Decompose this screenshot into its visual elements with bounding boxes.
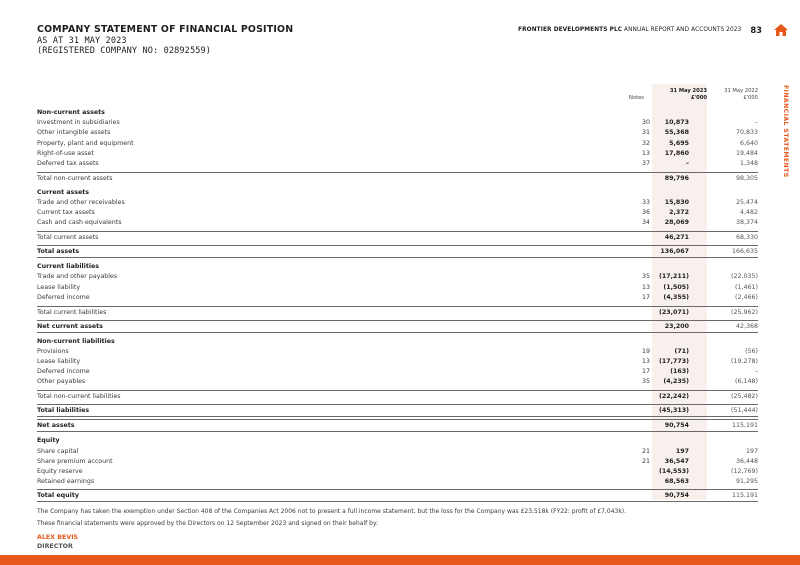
section-heading (37, 262, 758, 272)
prior-year-value: (25,482) (731, 393, 758, 401)
current-year-column-header (652, 88, 707, 102)
current-year-value: 197 (675, 447, 689, 455)
table-row (37, 367, 758, 377)
prior-year-value: 36,448 (735, 457, 758, 465)
signatory-name: ALEX BEVIS (37, 534, 79, 541)
subtotal-row (37, 306, 758, 318)
prior-year-value: 68,330 (735, 234, 758, 242)
table-row (37, 272, 758, 282)
row-label: Total current liabilities (37, 308, 107, 316)
current-year-value: 2,372 (669, 209, 689, 217)
current-year-value: 68,563 (664, 478, 689, 486)
row-note: 17 (641, 368, 650, 376)
statement-date: AS AT 31 MAY 2023 (37, 35, 127, 46)
row-note: 33 (641, 199, 650, 206)
table-row (37, 447, 758, 457)
row-label: Net assets (37, 422, 75, 430)
prior-year-value: 166,635 (731, 248, 758, 256)
current-year-date: 31 May 2023 (669, 88, 707, 94)
current-year-value: 15,830 (664, 199, 689, 206)
table-row (37, 159, 758, 169)
row-label: Total non-current liabilities (37, 393, 121, 401)
table-row (37, 477, 758, 487)
section-heading-label: Non-current liabilities (37, 337, 115, 345)
table-row (37, 347, 758, 357)
subtotal-row (37, 390, 758, 402)
table-row (37, 457, 758, 467)
row-note: 35 (641, 273, 650, 281)
row-label: Lease liability (37, 283, 81, 291)
current-year-value: (163) (670, 368, 689, 376)
current-year-value: 90,754 (664, 422, 689, 430)
current-year-value: 28,069 (664, 219, 689, 227)
prior-year-value: – (754, 368, 758, 376)
report-name (518, 27, 741, 33)
prior-year-value: 42,368 (735, 322, 758, 330)
financial-position-table (37, 108, 758, 502)
subtotal-row (37, 231, 758, 243)
row-label: Total non-current assets (37, 174, 113, 182)
prior-year-value: – (754, 119, 758, 127)
subtotal-row (37, 172, 758, 184)
row-note: 21 (641, 457, 650, 465)
prior-year-value: (22,035) (731, 273, 758, 281)
table-row (37, 357, 758, 367)
current-year-value: 17,860 (664, 149, 689, 157)
prior-year-value: 19,484 (735, 149, 758, 157)
row-note: 13 (641, 149, 650, 157)
current-year-value: 10,873 (664, 119, 689, 127)
row-label: Trade and other payables (37, 273, 118, 281)
total-row (37, 419, 758, 432)
table-row (37, 139, 758, 149)
current-year-value: 136,067 (660, 248, 689, 256)
section-heading (37, 337, 758, 347)
row-label: Share premium account (37, 457, 113, 465)
section-heading (37, 188, 758, 198)
row-label: Investment in subsidiaries (37, 119, 120, 127)
row-label: Other payables (37, 378, 86, 386)
row-note: 31 (641, 129, 650, 137)
current-year-value: (22,242) (658, 393, 689, 401)
row-note: 21 (641, 447, 650, 455)
prior-year-value: (12,769) (731, 467, 758, 475)
current-year-value: (14,553) (658, 467, 689, 475)
prior-year-value: (1,461) (735, 283, 758, 291)
notes-header-label: Notes (629, 95, 644, 101)
total-row (37, 489, 758, 502)
prior-year-value: 70,833 (735, 129, 758, 137)
total-row (37, 245, 758, 258)
section-heading (37, 108, 758, 118)
prior-year-unit: £'000 (743, 95, 758, 101)
row-label: Property, plant and equipment (37, 139, 134, 147)
total-row (37, 404, 758, 417)
approval-note: These financial statements were approved by the Directors on 12 September 2023 and signed on their behalf by: (37, 520, 379, 527)
row-label: Cash and cash equivalents (37, 219, 122, 227)
prior-year-column-header (713, 88, 758, 102)
table-row (37, 467, 758, 477)
row-label: Share capital (37, 447, 79, 455)
registration-number: (REGISTERED COMPANY NO: 02892559) (37, 46, 212, 57)
row-note: 19 (641, 347, 650, 355)
prior-year-value: 197 (745, 447, 758, 455)
current-year-value: (23,071) (658, 308, 689, 316)
current-year-value: – (685, 159, 689, 167)
footer-bar (0, 555, 800, 565)
table-row (37, 118, 758, 128)
prior-year-value: (25,962) (731, 308, 758, 316)
row-label: Retained earnings (37, 478, 95, 486)
page-number: 83 (750, 25, 762, 35)
section-tab-label: FINANCIAL STATEMENTS (782, 85, 789, 178)
row-label: Lease liability (37, 358, 81, 366)
current-year-value: (45,313) (658, 407, 689, 415)
row-note: 17 (641, 293, 650, 301)
current-year-value: 23,200 (664, 322, 689, 330)
prior-year-value: 91,295 (735, 478, 758, 486)
row-label: Total assets (37, 248, 80, 256)
row-label: Other intangible assets (37, 129, 111, 137)
section-heading-label: Equity (37, 437, 60, 445)
row-label: Trade and other receivables (37, 199, 125, 206)
row-label: Total liabilities (37, 407, 90, 415)
current-year-value: 89,796 (664, 174, 689, 182)
prior-year-value: (56) (745, 347, 758, 355)
row-label: Deferred income (37, 293, 90, 301)
current-year-value: 55,368 (664, 129, 689, 137)
row-note: 13 (641, 358, 650, 366)
current-year-value: (4,355) (663, 293, 689, 301)
current-year-value: 46,271 (664, 234, 689, 242)
home-icon[interactable] (774, 24, 788, 36)
prior-year-value: 38,374 (735, 219, 758, 227)
current-year-value: (4,235) (663, 378, 689, 386)
row-label: Current tax assets (37, 209, 95, 217)
row-label: Provisions (37, 347, 69, 355)
row-note: 13 (641, 283, 650, 291)
section-heading (37, 436, 758, 446)
current-year-unit: £'000 (690, 95, 707, 101)
table-row (37, 293, 758, 303)
row-note: 36 (641, 209, 650, 217)
prior-year-value: 4,482 (739, 209, 758, 217)
row-label: Net current assets (37, 322, 103, 330)
table-row (37, 208, 758, 218)
prior-year-value: 25,474 (735, 199, 758, 206)
prior-year-value: 115,191 (731, 492, 758, 500)
row-note: 30 (641, 119, 650, 127)
table-row (37, 377, 758, 387)
page-title: COMPANY STATEMENT OF FINANCIAL POSITION (37, 24, 294, 35)
row-note: 37 (641, 159, 650, 167)
prior-year-value: (2,466) (735, 293, 758, 301)
table-row (37, 218, 758, 228)
current-year-value: 90,754 (664, 492, 689, 500)
report-title: ANNUAL REPORT AND ACCOUNTS 2023 (622, 27, 742, 33)
row-label: Deferred tax assets (37, 159, 99, 167)
row-label: Deferred income (37, 368, 90, 376)
title-block (37, 25, 293, 57)
signatory (37, 533, 78, 551)
prior-year-value: 115,191 (731, 422, 758, 430)
current-year-value: 5,695 (669, 139, 689, 147)
table-row (37, 128, 758, 138)
prior-year-value: (19,278) (731, 358, 758, 366)
prior-year-value: 1,348 (739, 159, 758, 167)
section-heading-label: Current liabilities (37, 263, 100, 271)
current-year-value: (1,505) (663, 283, 689, 291)
table-row (37, 149, 758, 159)
row-note: 34 (641, 219, 650, 227)
prior-year-value: (6,148) (735, 378, 758, 386)
prior-year-value: (51,444) (731, 407, 758, 415)
total-row (37, 320, 758, 333)
row-note: 32 (641, 139, 650, 147)
company-name: FRONTIER DEVELOPMENTS PLC (518, 27, 623, 33)
row-label: Total current assets (37, 234, 99, 242)
prior-year-value: 98,305 (735, 174, 758, 182)
signatory-role: DIRECTOR (37, 543, 73, 550)
current-year-value: (17,773) (658, 358, 689, 366)
section-heading-label: Current assets (37, 188, 90, 196)
row-note: 35 (641, 378, 650, 386)
section-heading-label: Non-current assets (37, 109, 105, 116)
row-label: Right-of-use asset (37, 149, 94, 157)
current-year-value: (17,211) (658, 273, 689, 281)
row-label: Equity reserve (37, 467, 83, 475)
current-year-value: (71) (674, 347, 689, 355)
running-header (518, 24, 788, 36)
section-tab[interactable] (779, 85, 791, 195)
prior-year-value: 6,640 (739, 139, 758, 147)
exemption-note: The Company has taken the exemption under Section 408 of the Companies Act 2006 not to present a full income statement, but the loss for the Company was £23,518k (FY22: profit of £7,043k). (37, 508, 627, 515)
notes-column-header (620, 95, 644, 102)
table-row (37, 198, 758, 208)
row-label: Total equity (37, 492, 79, 500)
current-year-value: 36,547 (664, 457, 689, 465)
table-row (37, 283, 758, 293)
prior-year-date: 31 May 2022 (724, 88, 758, 94)
